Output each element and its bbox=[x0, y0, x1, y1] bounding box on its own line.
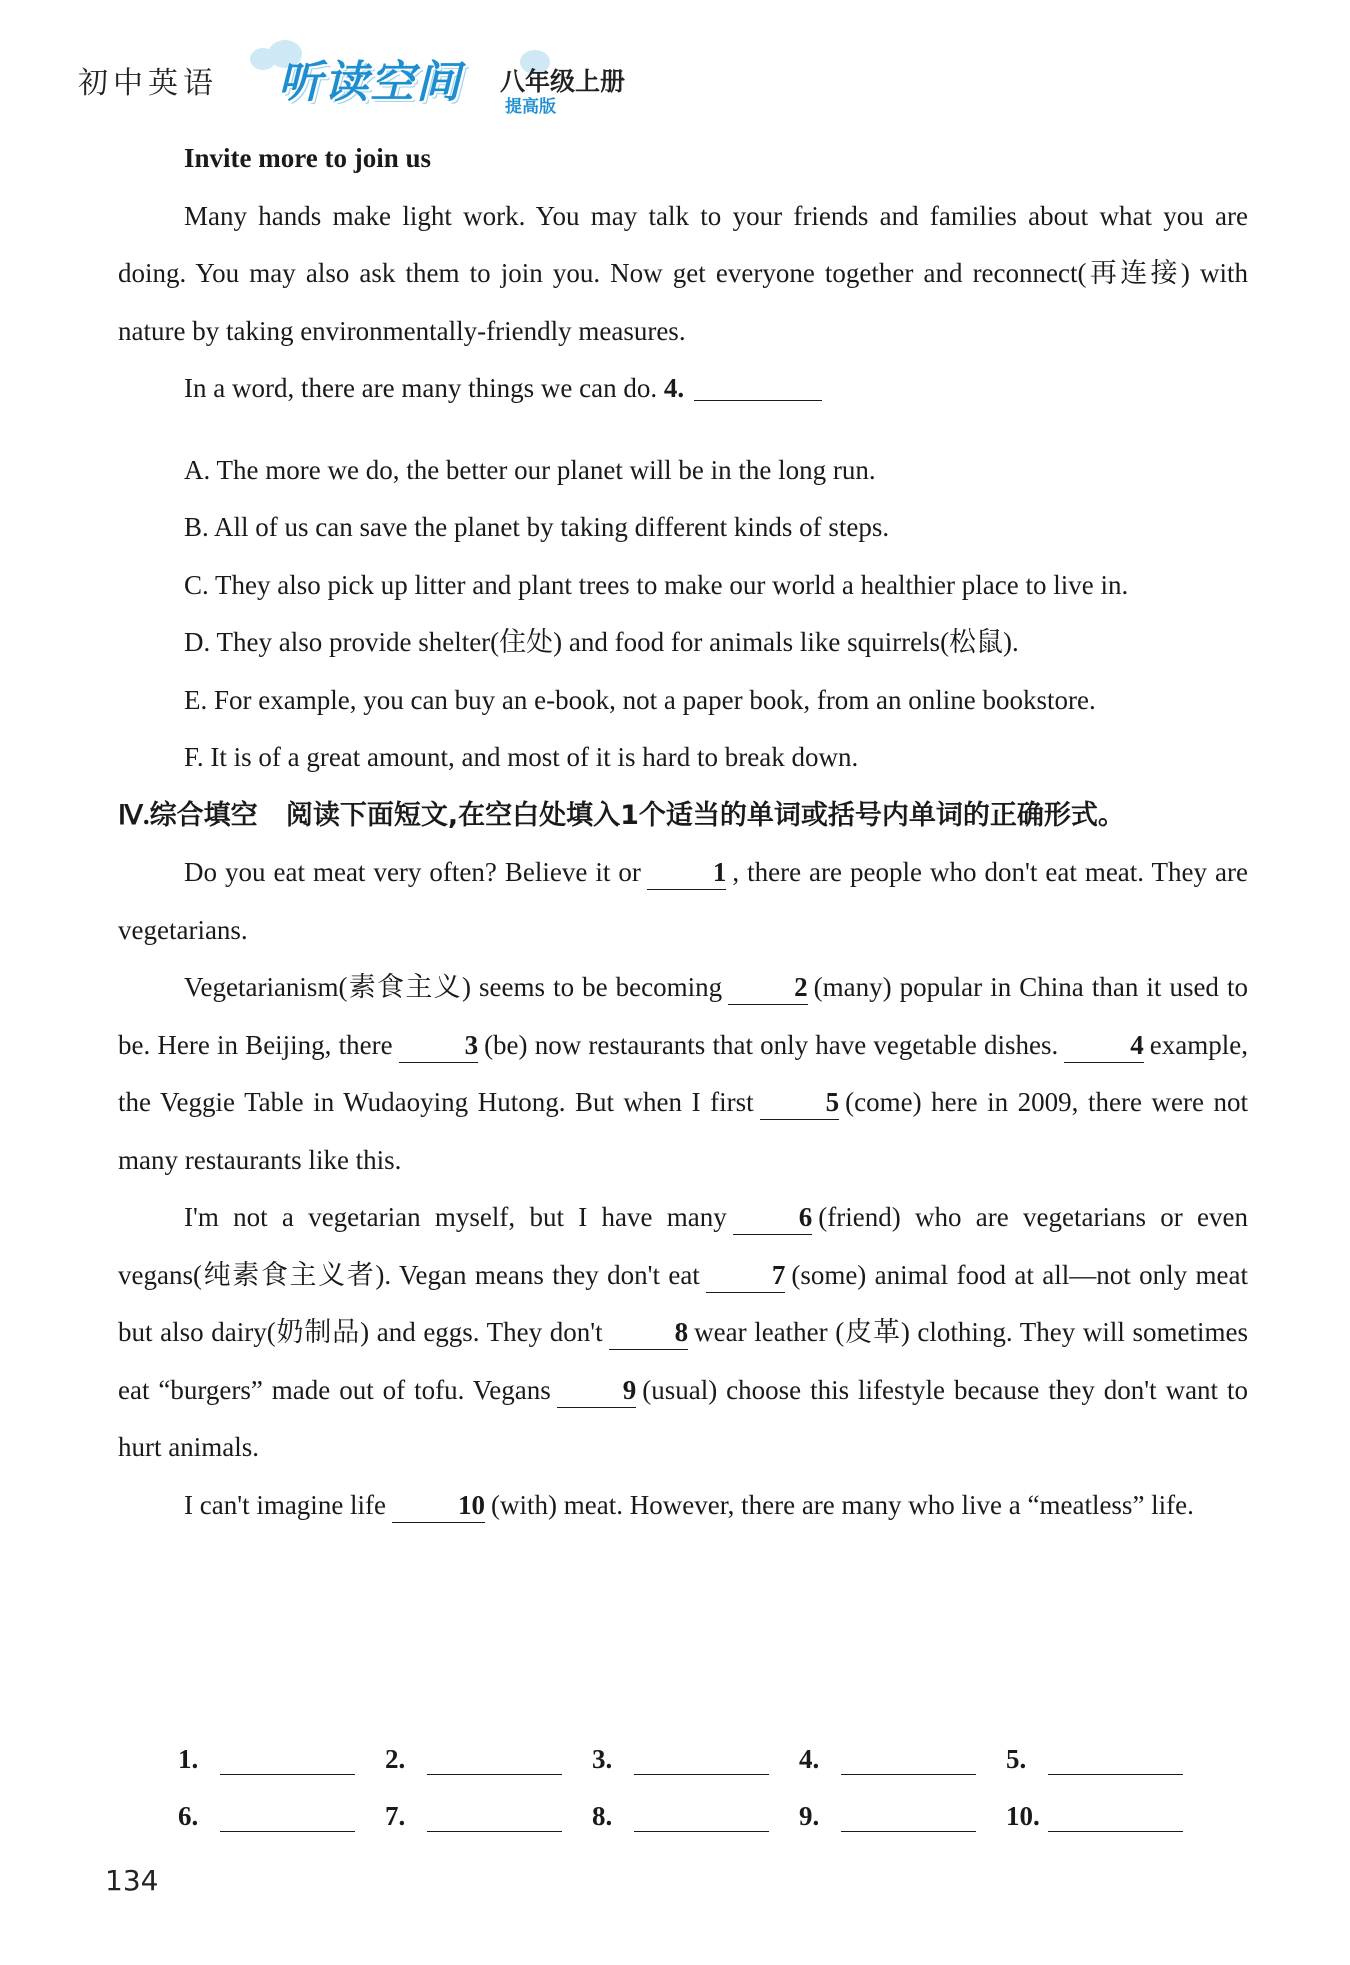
answer-line[interactable] bbox=[220, 1746, 355, 1775]
option-c: C. They also pick up litter and plant trees to make our world a healthier place to live in. bbox=[184, 569, 1129, 600]
blank-4[interactable]: 4 bbox=[1064, 1028, 1144, 1063]
grade-label: 八年级上册 bbox=[500, 67, 626, 96]
page-header bbox=[70, 40, 970, 120]
answer-line[interactable] bbox=[634, 1746, 769, 1775]
page-number: 134 bbox=[105, 1864, 159, 1897]
series-title: 初中英语 bbox=[78, 66, 218, 101]
answer-row bbox=[178, 1775, 1238, 1832]
answer-row bbox=[178, 1718, 1238, 1775]
option-f: F. It is of a great amount, and most of it is hard to break down. bbox=[184, 742, 859, 772]
blank-3[interactable]: 3 bbox=[399, 1028, 479, 1063]
paragraph-text: In a word, there are many things we can do. bbox=[184, 373, 658, 403]
answer-item-10: 10. bbox=[1006, 1801, 1213, 1832]
answer-item-8: 8. bbox=[592, 1801, 799, 1832]
passage-paragraph: I can't imagine life 10 (with) meat. However, there are many who live a “meatless” life. bbox=[118, 1477, 1248, 1535]
blank-5[interactable]: 5 bbox=[760, 1085, 840, 1120]
section-instruction: 阅读下面短文,在空白处填入1个适当的单词或括号内单词的正确形式。 bbox=[285, 799, 1125, 831]
paragraph bbox=[118, 360, 1248, 418]
answer-line[interactable] bbox=[1048, 1803, 1183, 1832]
blank-1[interactable]: 1 bbox=[647, 855, 727, 890]
brand-title: 听读空间 bbox=[278, 57, 462, 108]
page-content bbox=[118, 130, 1248, 1534]
answer-line[interactable] bbox=[634, 1803, 769, 1832]
section-number: Ⅳ. bbox=[118, 799, 150, 830]
blank-7[interactable]: 7 bbox=[706, 1258, 786, 1293]
answer-grid bbox=[178, 1718, 1238, 1832]
blank-2[interactable]: 2 bbox=[728, 970, 808, 1005]
blank-9[interactable]: 9 bbox=[557, 1373, 637, 1408]
answer-item-1: 1. bbox=[178, 1744, 385, 1775]
section-title: 综合填空 bbox=[149, 799, 258, 831]
answer-line[interactable] bbox=[841, 1803, 976, 1832]
blank-6[interactable]: 6 bbox=[733, 1200, 813, 1235]
answer-item-5: 5. bbox=[1006, 1744, 1213, 1775]
section-heading bbox=[118, 787, 1248, 845]
option-d: D. They also provide shelter(住处) and food for animals like squirrels(松鼠). bbox=[184, 627, 1019, 657]
answer-item-3: 3. bbox=[592, 1744, 799, 1775]
passage-paragraph: Do you eat meat very often? Believe it or 1 , there are people who don't eat meat. They are vegetarians. bbox=[118, 857, 1248, 945]
answer-line[interactable] bbox=[427, 1803, 562, 1832]
passage-paragraph: I'm not a vegetarian myself, but I have many 6 (friend) who are vegetarians or even vegans(纯素食主义者). Vegan means they don't eat 7 (some) animal food at all—not only meat but also dairy(奶制品) and eggs. They don't 8 wear leather (皮革) clothing. They will sometimes eat “burgers” made out of tofu. Vegans 9 (usual) choose this lifestyle because they don't want to hurt animals. bbox=[118, 1202, 1248, 1462]
answer-item-4: 4. bbox=[799, 1744, 1006, 1775]
blank-label: 4. bbox=[663, 373, 685, 403]
answer-line[interactable] bbox=[1048, 1746, 1183, 1775]
answer-item-2: 2. bbox=[385, 1744, 592, 1775]
answer-item-6: 6. bbox=[178, 1801, 385, 1832]
answer-line[interactable] bbox=[427, 1746, 562, 1775]
option-b: B. All of us can save the planet by taking different kinds of steps. bbox=[184, 512, 890, 542]
answer-line[interactable] bbox=[841, 1746, 976, 1775]
option-e: E. For example, you can buy an e-book, not a paper book, from an online bookstore. bbox=[184, 684, 1096, 715]
answer-blank[interactable] bbox=[694, 370, 822, 401]
subsection-heading: Invite more to join us bbox=[184, 143, 431, 173]
blank-10[interactable]: 10 bbox=[392, 1488, 485, 1523]
answer-item-9: 9. bbox=[799, 1801, 1006, 1832]
answer-item-7: 7. bbox=[385, 1801, 592, 1832]
paragraph: Many hands make light work. You may talk to your friends and families about what you are doing. You may also ask them to join you. Now get everyone together and reconnect(再连接) with nature by taking environmentally-friendly measures. bbox=[118, 200, 1248, 346]
answer-line[interactable] bbox=[220, 1803, 355, 1832]
blank-8[interactable]: 8 bbox=[609, 1315, 689, 1350]
passage-paragraph: Vegetarianism(素食主义) seems to be becoming 2 (many) popular in China than it used to be. Here in Beijing, there 3 (be) now restaurants that only have vegetable dishes. 4 example, the Veggie Table in Wudaoying Hutong. But when I first 5 (come) here in 2009, there were not many restaurants like this. bbox=[118, 972, 1248, 1175]
option-a: A. The more we do, the better our planet will be in the long run. bbox=[184, 454, 876, 485]
edition-label: 提高版 bbox=[505, 97, 556, 117]
